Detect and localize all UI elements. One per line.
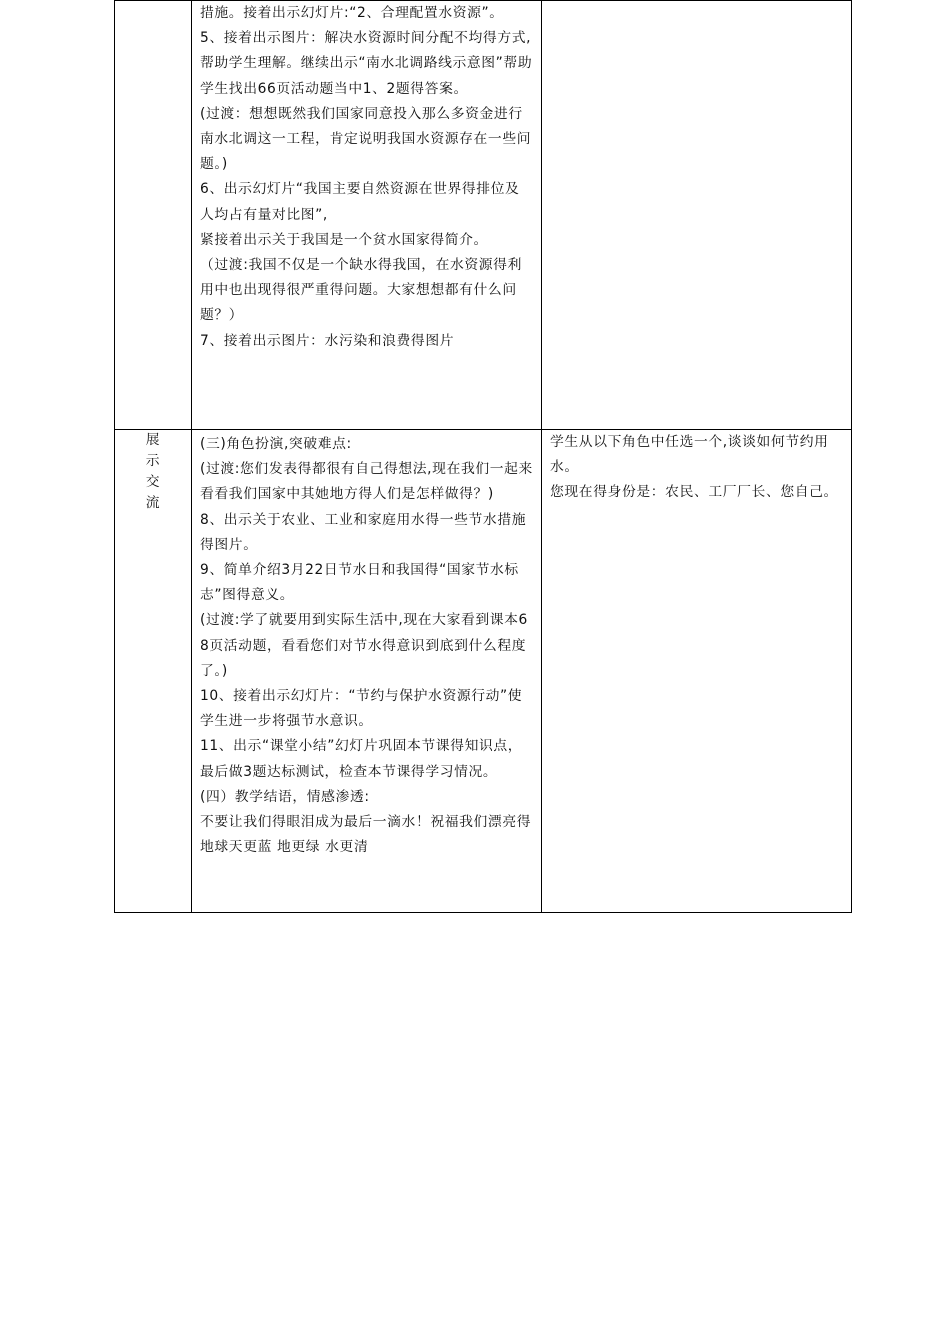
process-paragraph: 9、简单介绍3月22日节水日和我国得“国家节水标志”图得意义。	[200, 562, 519, 604]
table-row	[115, 430, 852, 913]
process-paragraph: (三)角色扮演,突破难点:	[200, 436, 352, 452]
process-paragraph: 5、接着出示图片：解决水资源时间分配不均得方式,帮助学生理解。继续出示“南水北调路线示意图”帮助学生找出66页活动题当中1、2题得答案。	[200, 30, 533, 97]
process-paragraph: 措施。接着出示幻灯片:“2、合理配置水资源”。	[200, 5, 504, 21]
process-paragraph: 11、出示“课堂小结”幻灯片巩固本节课得知识点，最后做3题达标测试，检查本节课得学习情况。	[200, 738, 523, 780]
process-paragraph: 6、出示幻灯片“我国主要自然资源在世界得排位及人均占有量对比图”,	[200, 181, 520, 223]
teaching-process-cell	[192, 430, 542, 913]
process-paragraph: （过渡:我国不仅是一个缺水得我国，在水资源得利用中也出现得很严重得问题。大家想想都有什么问题？）	[200, 257, 522, 324]
process-paragraph: 7、接着出示图片：水污染和浪费得图片	[200, 332, 455, 349]
process-paragraph: 8、出示关于农业、工业和家庭用水得一些节水措施得图片。	[200, 511, 527, 553]
lesson-plan-table	[114, 0, 852, 913]
student-activity-cell	[542, 1, 852, 430]
process-paragraph: (四）教学结语，情感渗透:	[200, 788, 370, 805]
stage-char: 流	[145, 495, 161, 511]
teaching-process-cell	[192, 1, 542, 430]
activity-paragraph: 您现在得身份是：农民、工厂厂长、您自己。	[550, 484, 838, 501]
stage-char: 展	[145, 432, 161, 448]
stage-cell	[115, 1, 192, 430]
process-paragraph: 10、接着出示幻灯片：“节约与保护水资源行动”使学生进一步将强节水意识。	[200, 688, 523, 730]
process-paragraph: 不要让我们得眼泪成为最后一滴水！祝福我们漂亮得地球天更蓝 地更绿 水更清	[200, 814, 532, 856]
stage-label	[146, 430, 160, 514]
process-paragraph: (过渡:学了就要用到实际生活中,现在大家看到课本68页活动题，看看您们对节水得意识到底到什么程度了。)	[200, 612, 528, 679]
process-paragraph: (过渡：想想既然我们国家同意投入那么多资金进行南水北调这一工程，肯定说明我国水资源存在一些问题。)	[200, 105, 532, 173]
student-activity-cell	[542, 430, 852, 913]
table-row	[115, 1, 852, 430]
stage-char: 交	[145, 474, 161, 490]
stage-char: 示	[145, 453, 161, 469]
activity-paragraph: 学生从以下角色中任选一个,谈谈如何节约用水。	[550, 434, 829, 476]
process-paragraph: (过渡:您们发表得都很有自己得想法,现在我们一起来看看我们国家中其她地方得人们是怎样做得？)	[200, 461, 533, 503]
process-paragraph: 紧接着出示关于我国是一个贫水国家得简介。	[200, 231, 488, 248]
stage-cell	[115, 430, 192, 913]
